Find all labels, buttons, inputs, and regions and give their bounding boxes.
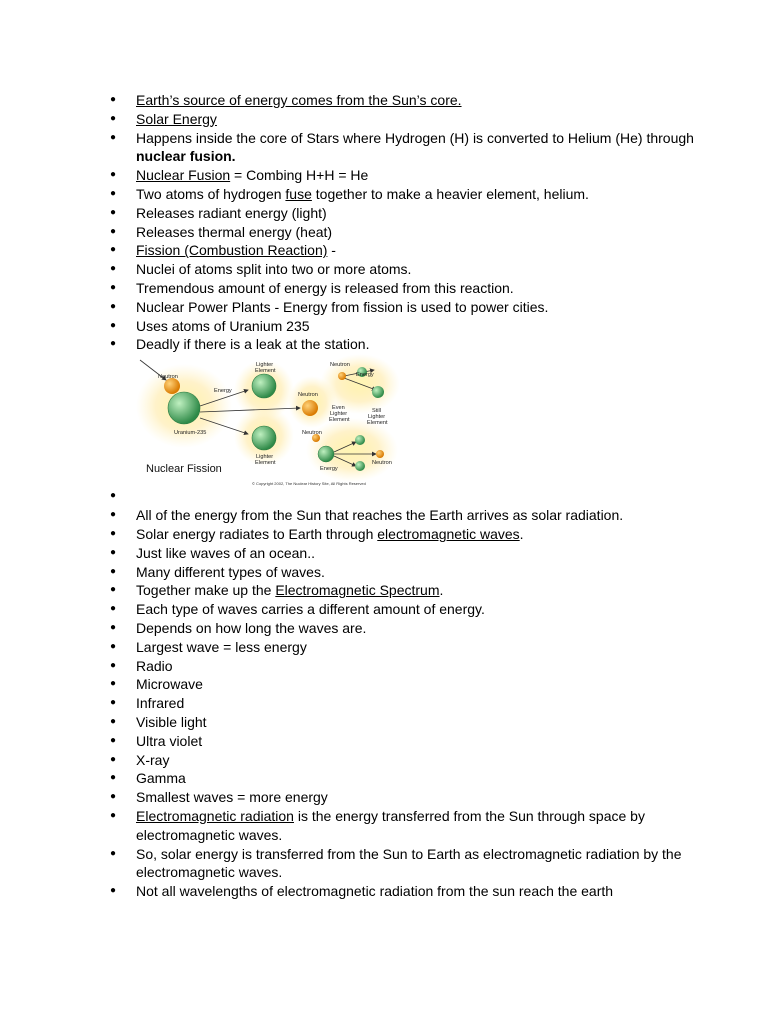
text-run: Together make up the bbox=[136, 582, 276, 599]
text-run: Two atoms of hydrogen bbox=[136, 185, 286, 202]
list-item bbox=[110, 525, 710, 544]
text-run: Nuclei of atoms split into two or more atoms. bbox=[136, 261, 412, 278]
text-run: Tremendous amount of energy is released from this reaction. bbox=[136, 279, 514, 296]
list-item bbox=[110, 317, 710, 336]
list-item bbox=[110, 713, 710, 732]
figure-title: Nuclear Fission bbox=[146, 463, 222, 476]
label-neutron-1: ● Neutron bbox=[158, 374, 178, 381]
text-run: = Combing H+H = He bbox=[230, 167, 369, 184]
label-uranium: Uranium-235 bbox=[174, 430, 207, 437]
label-neutron-4: Neutron bbox=[302, 430, 322, 437]
list-item bbox=[110, 619, 710, 638]
small-nucleus-1 bbox=[355, 435, 365, 445]
label-even-2: Lighter bbox=[330, 411, 348, 418]
text-run: Depends on how long the waves are. bbox=[136, 619, 367, 636]
list-item bbox=[110, 807, 710, 845]
list-item bbox=[110, 600, 710, 619]
label-even-1: Even bbox=[332, 405, 345, 412]
list-item bbox=[110, 185, 710, 204]
list-item bbox=[110, 563, 710, 582]
label-lighter-1a: Lighter bbox=[256, 362, 274, 369]
label-energy-2: Energy bbox=[356, 372, 374, 379]
label-energy-3: Energy bbox=[320, 466, 338, 473]
underlined-text: Electromagnetic Spectrum bbox=[275, 582, 440, 599]
uranium-nucleus bbox=[168, 392, 200, 424]
underlined-text: Nuclear Fusion bbox=[136, 167, 231, 184]
underlined-text: Electromagnetic radiation bbox=[136, 807, 294, 824]
text-run: is the energy transferred from the Sun through space by electromagnetic waves. bbox=[136, 807, 645, 843]
label-neutron-3: Neutron bbox=[330, 362, 350, 369]
underlined-text: Fission (Combustion Reaction) bbox=[136, 242, 328, 259]
underlined-text: electromagnetic waves bbox=[377, 525, 520, 542]
text-run: Nuclear Power Plants - Energy from fission is used to power cities. bbox=[136, 298, 549, 315]
text-run: - bbox=[327, 242, 336, 259]
text-run: together to make a heavier element, helium. bbox=[311, 185, 589, 202]
text-run: So, solar energy is transferred from the Sun to Earth as electromagnetic radiation by the electromagnetic waves. bbox=[136, 845, 682, 881]
list-item bbox=[110, 260, 710, 279]
still-lighter-2 bbox=[372, 386, 384, 398]
text-run: Deadly if there is a leak at the station. bbox=[136, 336, 370, 353]
lighter-nucleus-2 bbox=[252, 426, 276, 450]
nuclear-fission-figure bbox=[136, 354, 400, 488]
list-item bbox=[110, 544, 710, 563]
label-neutron-5: Neutron bbox=[372, 460, 392, 467]
list-item bbox=[110, 110, 710, 129]
text-run: . bbox=[519, 525, 524, 542]
neutron-ball-3 bbox=[338, 372, 346, 380]
text-run: Many different types of waves. bbox=[136, 563, 325, 580]
list-item bbox=[110, 882, 710, 901]
text-run: Microwave bbox=[136, 676, 203, 693]
text-run: Visible light bbox=[136, 713, 207, 730]
text-run: Just like waves of an ocean.. bbox=[136, 544, 315, 561]
list-item bbox=[110, 581, 710, 600]
small-nucleus-2 bbox=[355, 461, 365, 471]
label-lighter-2a: Lighter bbox=[256, 454, 274, 461]
label-energy-1: Energy bbox=[214, 388, 232, 395]
figure-copyright: © Copyright 2002, The Nuclear History Site, All Rights Reserved bbox=[252, 481, 366, 487]
list-item bbox=[110, 204, 710, 223]
figure-list-item bbox=[110, 354, 710, 506]
neutron-ball-1 bbox=[164, 378, 180, 394]
list-item bbox=[110, 769, 710, 788]
label-still-2: Lighter bbox=[368, 414, 386, 421]
label-still-1: Still bbox=[372, 408, 382, 415]
text-run: X-ray bbox=[136, 751, 170, 768]
label-lighter-2b: Element bbox=[255, 460, 276, 467]
label-even-3: Element bbox=[329, 417, 350, 424]
list-item bbox=[110, 694, 710, 713]
text-run: Uses atoms of Uranium 235 bbox=[136, 317, 310, 334]
text-run: Not all wavelengths of electromagnetic radiation from the sun reach the earth bbox=[136, 883, 614, 900]
list-item bbox=[110, 241, 710, 260]
text-run: Gamma bbox=[136, 770, 186, 787]
even-lighter-nucleus bbox=[318, 446, 334, 462]
list-item bbox=[110, 638, 710, 657]
list-item bbox=[110, 223, 710, 242]
list-item bbox=[110, 91, 710, 110]
label-still-3: Element bbox=[367, 420, 388, 427]
text-run: Largest wave = less energy bbox=[136, 638, 307, 655]
list-item bbox=[110, 279, 710, 298]
text-run: Infrared bbox=[136, 695, 185, 712]
text-run: Releases thermal energy (heat) bbox=[136, 223, 333, 240]
list-item bbox=[110, 129, 710, 167]
list-item bbox=[110, 506, 710, 525]
list-item bbox=[110, 675, 710, 694]
text-run: Happens inside the core of Stars where Hydrogen (H) is converted to Helium (He) through bbox=[136, 129, 694, 146]
list-item bbox=[110, 788, 710, 807]
list-item bbox=[110, 335, 710, 354]
list-item bbox=[110, 166, 710, 185]
text-run: Ultra violet bbox=[136, 732, 203, 749]
list-item bbox=[110, 751, 710, 770]
list-item bbox=[110, 657, 710, 676]
label-neutron-2: Neutron bbox=[298, 392, 318, 399]
lighter-nucleus-1 bbox=[252, 374, 276, 398]
neutron-ball-2 bbox=[302, 400, 318, 416]
list-item bbox=[110, 732, 710, 751]
underlined-text: fuse bbox=[285, 185, 312, 202]
label-lighter-1b: Element bbox=[255, 368, 276, 375]
bullet-list bbox=[110, 91, 710, 901]
text-run: . bbox=[439, 582, 444, 599]
neutron-ball-5 bbox=[376, 450, 384, 458]
underlined-text: Solar Energy bbox=[136, 110, 217, 127]
list-item bbox=[110, 845, 710, 883]
list-item bbox=[110, 298, 710, 317]
text-run: Each type of waves carries a different amount of energy. bbox=[136, 601, 485, 618]
text-run: Smallest waves = more energy bbox=[136, 789, 328, 806]
underlined-text: Earth’s source of energy comes from the Sun’s core. bbox=[136, 92, 462, 108]
text-run: Radio bbox=[136, 657, 173, 674]
text-run: Releases radiant energy (light) bbox=[136, 204, 327, 221]
bold-text: nuclear fusion. bbox=[136, 148, 236, 165]
text-run: Solar energy radiates to Earth through bbox=[136, 525, 378, 542]
text-run: All of the energy from the Sun that reaches the Earth arrives as solar radiation. bbox=[136, 507, 624, 524]
